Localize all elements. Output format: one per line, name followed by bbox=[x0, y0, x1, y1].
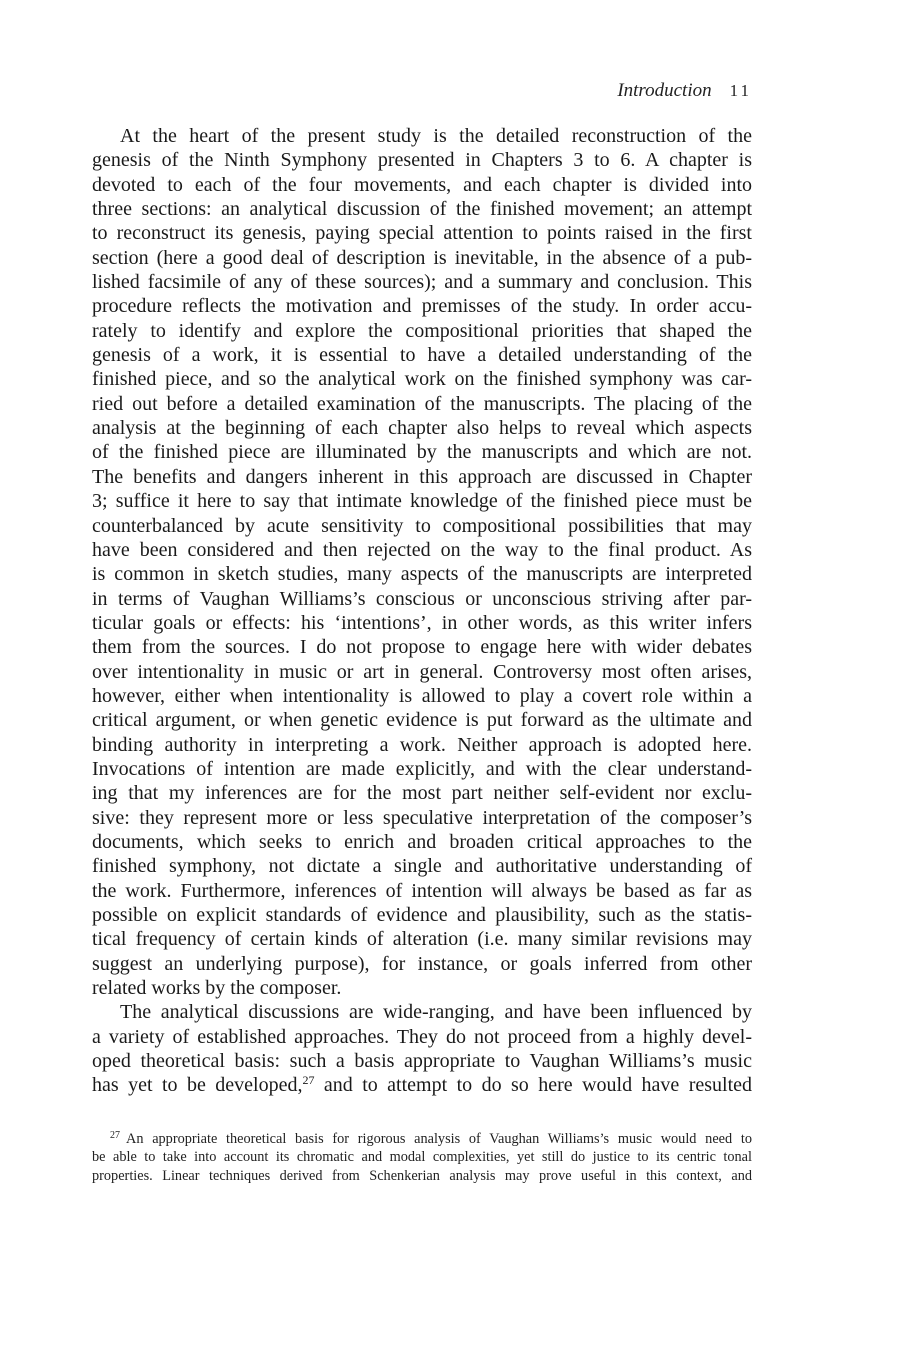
text-line: documents, which seeks to enrich and broaden critical approaches to the bbox=[92, 830, 752, 853]
text-line: over intentionality in music or art in general. Controversy most often arises, bbox=[92, 660, 752, 683]
footnote-number: 27 bbox=[110, 1130, 120, 1141]
footnote-line: be able to take into account its chromatic and modal complexities, yet still do justice to its centric tonal bbox=[92, 1149, 752, 1166]
footnote-line bbox=[92, 1130, 752, 1148]
text-line: The analytical discussions are wide-ranging, and have been influenced by bbox=[120, 1001, 752, 1024]
text-line: in terms of Vaughan Williams’s conscious or unconscious striving after par- bbox=[92, 587, 752, 610]
text-line: a variety of established approaches. They do not proceed from a highly devel- bbox=[92, 1025, 752, 1048]
text-line: genesis of the Ninth Symphony presented in Chapters 3 to 6. A chapter is bbox=[92, 149, 752, 172]
text-line: ticular goals or effects: his ‘intentions’, in other words, as this writer infers bbox=[92, 611, 752, 634]
text-line: The benefits and dangers inherent in this approach are discussed in Chapter bbox=[92, 465, 752, 488]
text-line: At the heart of the present study is the detailed reconstruction of the bbox=[120, 125, 752, 147]
text-line: oped theoretical basis: such a basis appropriate to Vaughan Williams’s music bbox=[92, 1050, 752, 1073]
body-text bbox=[92, 124, 752, 1098]
text-line: suggest an underlying purpose), for instance, or goals inferred from other bbox=[92, 952, 752, 975]
text-line: ried out before a detailed examination of the manuscripts. The placing of the bbox=[92, 392, 752, 415]
paragraph-2 bbox=[92, 1000, 752, 1097]
text-line: 3; suffice it here to say that intimate knowledge of the finished piece must be bbox=[92, 490, 752, 513]
text-line: section (here a good deal of description is inevitable, in the absence of a pub- bbox=[92, 246, 752, 269]
text-line: of the finished piece are illuminated by the manuscripts and which are not. bbox=[92, 441, 752, 464]
paragraph-1 bbox=[92, 124, 752, 1000]
text-line: three sections: an analytical discussion of the finished movement; an attempt bbox=[92, 198, 752, 221]
running-head bbox=[92, 80, 752, 102]
text-line: have been considered and then rejected on the way to the final product. As bbox=[92, 538, 752, 561]
text-line: counterbalanced by acute sensitivity to compositional possibilities that may bbox=[92, 514, 752, 537]
page-number: 11 bbox=[729, 81, 752, 100]
footnote-reference[interactable]: 27 bbox=[302, 1073, 315, 1088]
footnotes bbox=[92, 1130, 752, 1185]
text-line: possible on explicit standards of evidence and plausibility, such as the statis- bbox=[92, 904, 752, 926]
text-fragment: has yet to be developed, bbox=[92, 1074, 303, 1097]
text-line: critical argument, or when genetic evidence is put forward as the ultimate and bbox=[92, 709, 752, 732]
text-line: however, either when intentionality is allowed to play a covert role within a bbox=[92, 684, 752, 707]
text-line: related works by the composer. bbox=[92, 977, 342, 1000]
text-fragment: and to attempt to do so here would have resulted bbox=[314, 1074, 753, 1097]
text-line: genesis of a work, it is essential to have a detailed understanding of the bbox=[92, 344, 752, 367]
text-line: ing that my inferences are for the most part neither self-evident nor exclu- bbox=[92, 782, 752, 805]
text-line: sive: they represent more or less speculative interpretation of the composer’s bbox=[92, 806, 752, 829]
text-line: Invocations of intention are made explicitly, and with the clear understand- bbox=[92, 757, 752, 780]
text-line: binding authority in interpreting a work. Neither approach is adopted here. bbox=[92, 733, 752, 756]
text-line: rately to identify and explore the compositional priorities that shaped the bbox=[92, 319, 752, 342]
text-line: procedure reflects the motivation and premisses of the study. In order accu- bbox=[92, 295, 752, 318]
footnote-line: properties. Linear techniques derived from Schenkerian analysis may prove useful in this context, and bbox=[92, 1167, 752, 1184]
running-head-title: Introduction bbox=[617, 80, 712, 101]
text-line: is common in sketch studies, many aspects of the manuscripts are interpreted bbox=[92, 563, 752, 586]
text-line: lished facsimile of any of these sources); and a summary and conclusion. This bbox=[92, 271, 752, 294]
text-line: analysis at the beginning of each chapter also helps to reveal which aspects bbox=[92, 417, 752, 440]
text-line: the work. Furthermore, inferences of intention will always be based as far as bbox=[92, 879, 752, 902]
text-line: to reconstruct its genesis, paying special attention to points raised in the first bbox=[92, 222, 752, 245]
text-line: devoted to each of the four movements, and each chapter is divided into bbox=[92, 173, 752, 196]
text-line: tical frequency of certain kinds of alteration (i.e. many similar revisions may bbox=[92, 928, 752, 951]
footnote-text: An appropriate theoretical basis for rigorous analysis of Vaughan Williams’s music would need to bbox=[126, 1131, 752, 1147]
text-line: finished piece, and so the analytical work on the finished symphony was car- bbox=[92, 368, 752, 391]
text-line-with-footnote bbox=[92, 1073, 752, 1097]
text-line: finished symphony, not dictate a single and authoritative understanding of bbox=[92, 855, 752, 878]
text-line: them from the sources. I do not propose to engage here with wider debates bbox=[92, 636, 752, 659]
